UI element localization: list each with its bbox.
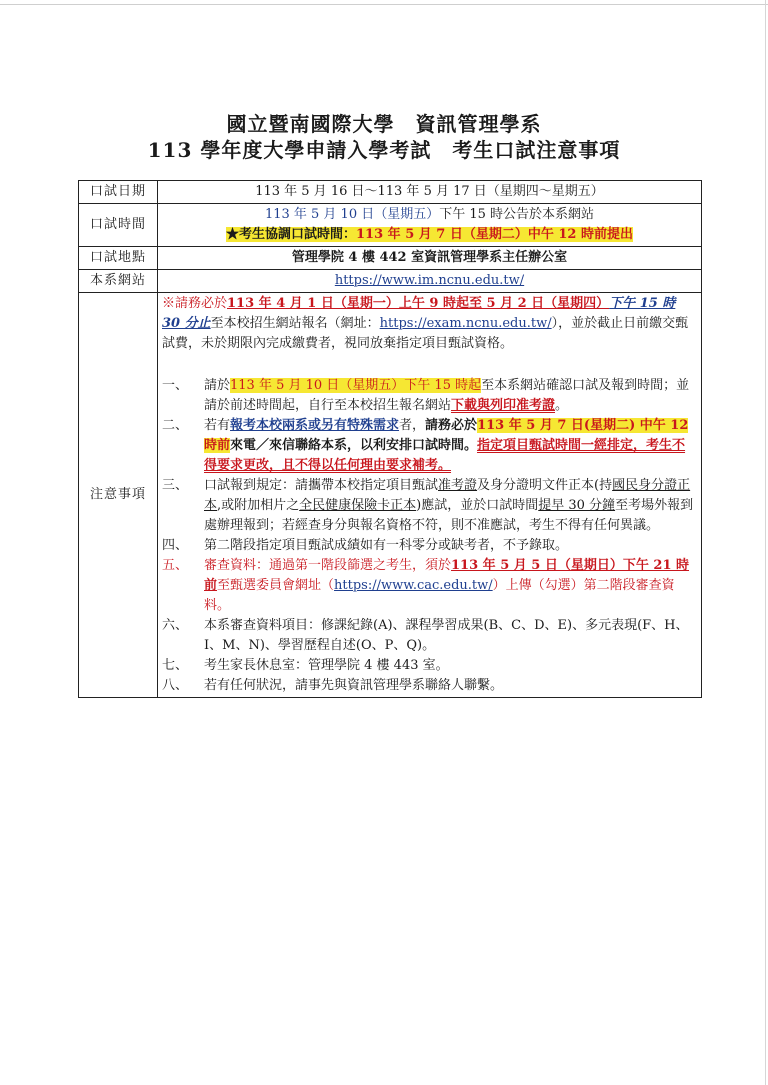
item-text: 若有任何狀況，請事先與資訊管理學系聯絡人聯繫。 — [204, 678, 504, 693]
item-1-text-a: 請於 — [204, 378, 231, 393]
item-text: 第二階段指定項目甄試成績如有一科零分或缺考者，不予錄取。 — [204, 538, 569, 553]
spacer — [162, 354, 697, 376]
list-item-8 — [162, 676, 697, 696]
intro-prefix: ※請務必於 — [162, 296, 228, 311]
item-3-text-g: )應試，並於口試時間 — [416, 498, 539, 513]
item-2-special: 報考本校兩系或另有特殊需求 — [230, 418, 400, 433]
item-number: 四、 — [162, 538, 189, 553]
item-3-text-a: 口試報到規定：請攜帶本校指定項目甄試 — [204, 478, 439, 493]
label-place: 口試地點 — [79, 247, 158, 270]
notes-intro — [162, 294, 697, 354]
intro-period: 113 年 4 月 1 日（星期一）上午 9 時起至 5 月 2 日（星期四） — [227, 296, 610, 311]
page-title-university: 國立暨南國際大學 資訊管理學系 — [226, 112, 542, 136]
list-item-6 — [162, 616, 697, 656]
page-title-exam: 113 學年度大學申請入學考試 考生口試注意事項 — [147, 138, 621, 162]
item-3-text-e: ,或附加相片之 — [217, 498, 300, 513]
item-text: 考生家長休息室：管理學院 4 樓 443 室。 — [204, 658, 449, 673]
intro-text: 至本校招生網站報名（網址： — [210, 316, 380, 331]
time-coordinate-label: ★考生協調口試時間： — [225, 227, 356, 242]
item-5-text-a: 審查資料：通過第一階段篩選之考生，須於 — [204, 558, 452, 573]
item-text — [204, 376, 697, 416]
item-number: 六、 — [162, 618, 189, 633]
item-1-text-e: 。 — [555, 398, 569, 413]
item-text — [204, 416, 697, 476]
item-text — [204, 476, 697, 536]
item-2-contact: 來電／來信聯絡本系，以利安排口試時間。 — [230, 438, 478, 453]
item-3-health-card: 全民健康保險卡正本 — [299, 498, 417, 513]
table-row-site — [79, 270, 702, 293]
list-item-2 — [162, 416, 697, 476]
value-place: 管理學院 4 樓 442 室資訊管理學系主任辦公室 — [158, 247, 702, 270]
time-announce-rest: 下午 15 時公告於本系網站 — [439, 207, 595, 222]
item-1-download: 下載與列印准考證 — [451, 398, 556, 413]
time-coordinate-deadline: 113 年 5 月 7 日（星期二）中午 12 時前提出 — [356, 227, 633, 242]
item-number: 七、 — [162, 658, 189, 673]
time-coordinate-line — [162, 225, 697, 245]
item-number: 二、 — [162, 418, 189, 433]
table-row-place — [79, 247, 702, 270]
item-number: 三、 — [162, 478, 189, 493]
item-5-text-e: ）上傳（勾選）第二階段審查資料。 — [204, 578, 675, 613]
notice-table — [78, 180, 702, 698]
item-3-text-c: 及身分證明文件正本(持 — [477, 478, 613, 493]
list-item-4 — [162, 536, 697, 556]
dept-website-link[interactable]: https://www.im.ncnu.edu.tw/ — [158, 270, 702, 293]
item-text — [204, 556, 697, 616]
item-2-deadline: 113 年 5 月 7 日(星期二) 中午 12 時前 — [204, 418, 689, 453]
item-2-text-c: 者， — [399, 418, 426, 433]
item-number: 八、 — [162, 678, 189, 693]
page-edge-top — [0, 4, 768, 5]
item-2-warning: 指定項目甄試時間一經排定，考生不得要求更改，且不得以任何理由要求補考。 — [204, 438, 686, 473]
item-5-deadline: 113 年 5 月 5 日（星期日）下午 21 時前 — [204, 558, 690, 593]
list-item-5 — [162, 556, 697, 616]
item-3-text-i: 至考場外報到處辦理報到；若經查身分與報名資格不符，則不准應試，考生不得有任何異議。 — [204, 498, 694, 533]
time-announce-line — [162, 205, 697, 225]
item-5-text-c: 至甄選委員會網址（ — [217, 578, 335, 593]
item-3-ticket: 准考證 — [438, 478, 478, 493]
table-row-notes — [79, 293, 702, 698]
label-time: 口試時間 — [79, 204, 158, 247]
label-date: 口試日期 — [79, 181, 158, 204]
item-3-early: 提早 30 分鐘 — [538, 498, 616, 513]
notes-content — [158, 293, 702, 698]
item-number: 一、 — [162, 378, 189, 393]
item-1-text-c: 至本系網站確認口試及報到時間；並請於前述時間起，自行至本校招生報名網站 — [204, 378, 690, 413]
label-site: 本系網站 — [79, 270, 158, 293]
intro-period-end: 下午 15 時 30 分止 — [162, 296, 676, 331]
intro-text-rest: ），並於截止日前繳交甄試費，未於期限內完成繳費者，視同放棄指定項目甄試資格。 — [162, 316, 689, 351]
item-2-text-a: 若有 — [204, 418, 231, 433]
item-text: 本系審查資料項目：修課紀錄(A)、課程學習成果(B、C、D、E)、多元表現(F、H、I、M、N)、學習歷程自述(O、P、Q)。 — [204, 618, 689, 653]
time-announce-date: 113 年 5 月 10 日（星期五） — [264, 207, 440, 222]
list-item-3 — [162, 476, 697, 536]
label-notes: 注意事項 — [79, 293, 158, 698]
table-row-time — [79, 204, 702, 247]
exam-website-link[interactable]: https://exam.ncnu.edu.tw/ — [379, 316, 552, 331]
item-1-date: 113 年 5 月 10 日（星期五）下午 15 時起 — [230, 378, 482, 393]
list-item-1 — [162, 376, 697, 416]
value-date: 113 年 5 月 16 日～113 年 5 月 17 日（星期四～星期五） — [158, 181, 702, 204]
item-2-must: 請務必於 — [425, 418, 478, 433]
table-row-date — [79, 181, 702, 204]
item-3-id-card: 國民身分證正本 — [204, 478, 691, 513]
value-time — [158, 204, 702, 247]
list-item-7 — [162, 656, 697, 676]
cac-website-link[interactable]: https://www.cac.edu.tw/ — [334, 578, 493, 593]
item-number: 五、 — [162, 558, 189, 573]
